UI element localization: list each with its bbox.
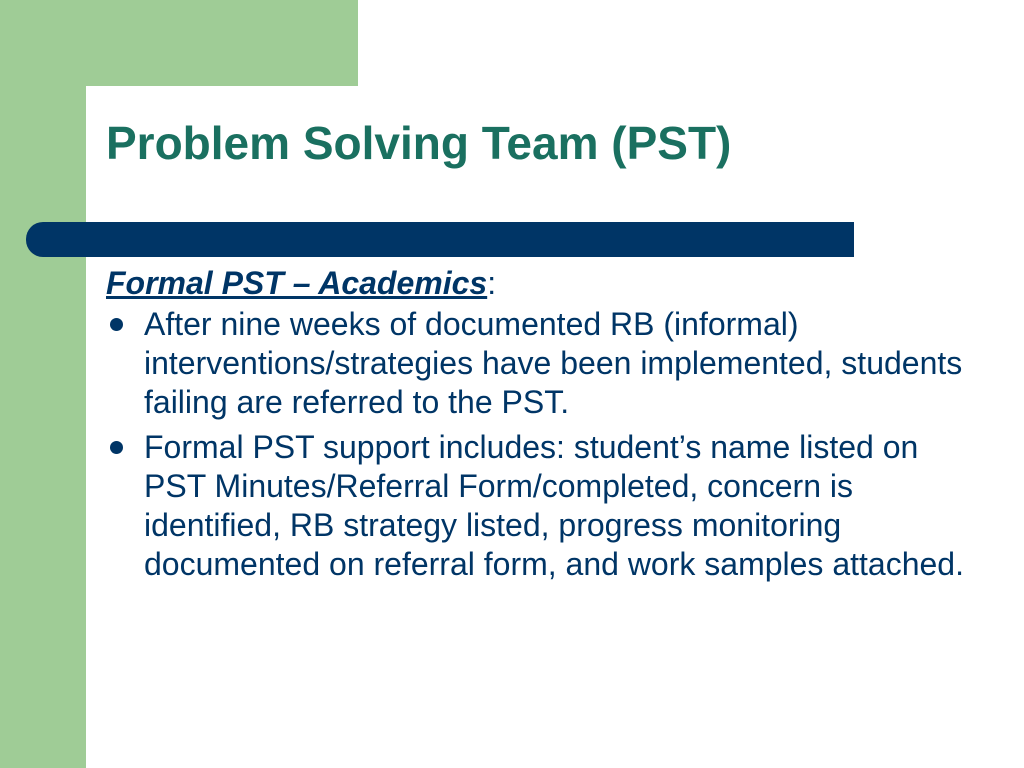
subheading-suffix: : [487, 265, 497, 301]
subheading-emphasis: Formal PST – Academics [106, 265, 488, 301]
slide-title: Problem Solving Team (PST) [106, 117, 732, 169]
bullet-text: Formal PST support includes: student’s name listed on PST Minutes/Referral Form/completed, concern is identified, RB strategy listed, progress monitoring documented on referral form, and work samples attached. [144, 429, 964, 582]
slide-body [106, 264, 966, 590]
bullet-icon [110, 318, 123, 331]
bullet-list [106, 305, 966, 584]
green-side-band [0, 0, 86, 768]
title-underline-bar [26, 222, 854, 257]
list-item [106, 305, 966, 422]
subheading [106, 264, 966, 303]
bullet-text: After nine weeks of documented RB (informal) interventions/strategies have been implemented, students failing are referred to the PST. [144, 306, 963, 420]
list-item [106, 428, 966, 584]
green-top-band [0, 0, 358, 86]
bullet-icon [110, 441, 123, 454]
